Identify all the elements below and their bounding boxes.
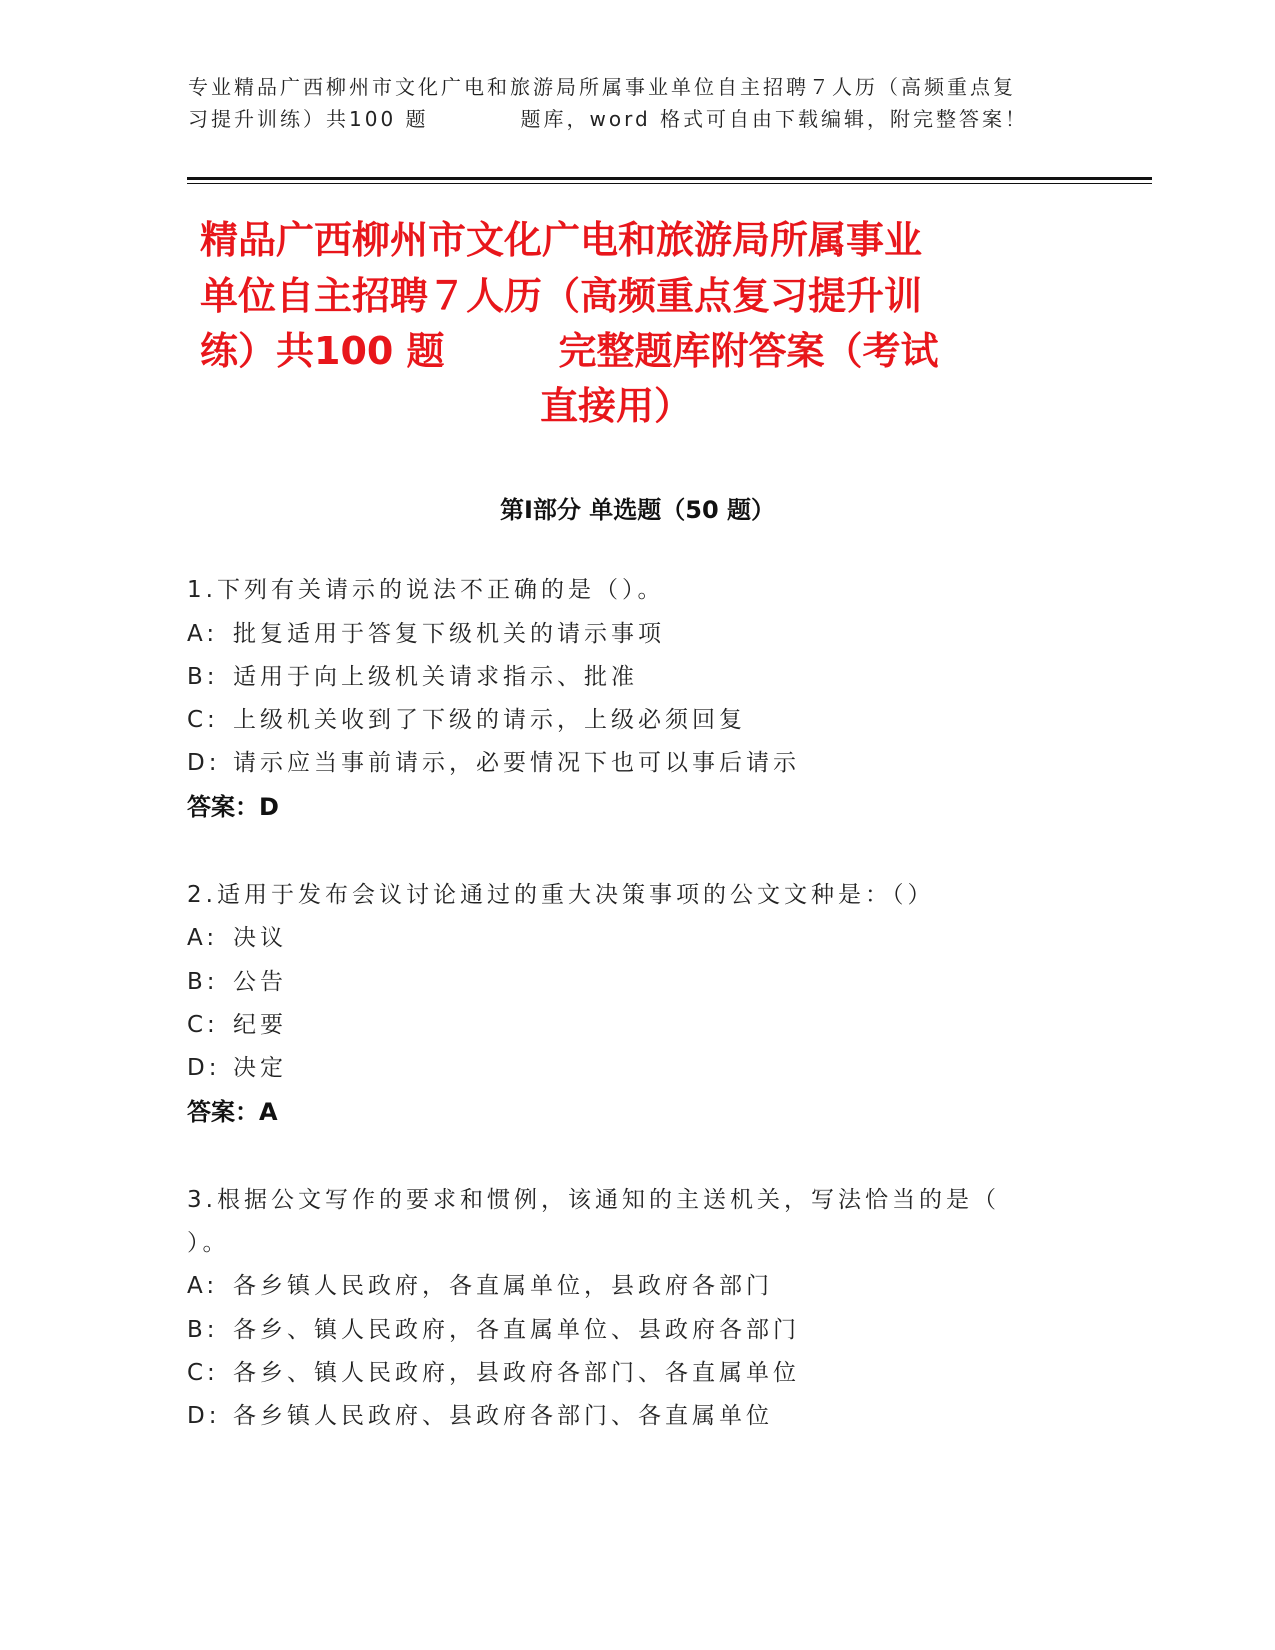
answer-value: D: [259, 793, 279, 821]
title-line-3: 练）共100 题 完整题库附答案（考试: [200, 329, 939, 373]
question-2-stem: 2.适用于发布会议讨论通过的重大决策事项的公文文种是：（）: [187, 882, 935, 908]
question-1-option-c: [187, 705, 746, 735]
option-letter: D:: [187, 1403, 221, 1429]
option-text: 决定: [233, 1055, 287, 1081]
answer-label: 答案：: [187, 1098, 259, 1126]
header-rule-thin: [187, 183, 1152, 184]
question-2-option-b: [187, 967, 287, 997]
header-line-2: 习提升训练）共100 题 题库，word 格式可自由下载编辑，附完整答案！: [188, 107, 1029, 131]
option-letter: D:: [187, 1055, 221, 1081]
title-line-2: 单位自主招聘７人历（高频重点复习提升训: [200, 274, 923, 318]
option-letter: D:: [187, 750, 221, 776]
question-3-option-a: [187, 1271, 773, 1301]
question-2-option-a: [187, 923, 287, 953]
option-letter: A:: [187, 621, 219, 647]
question-1-option-b: [187, 662, 638, 692]
option-text: 各乡、镇人民政府，县政府各部门、各直属单位: [233, 1360, 800, 1386]
option-text: 适用于向上级机关请求指示、批准: [233, 664, 638, 690]
question-2-answer: [187, 1097, 278, 1127]
option-text: 决议: [233, 925, 287, 951]
option-text: 公告: [233, 969, 287, 995]
title-line-4: 直接用）: [540, 384, 693, 428]
option-letter: B:: [187, 664, 219, 690]
option-letter: B:: [187, 969, 219, 995]
option-letter: B:: [187, 1317, 219, 1343]
option-text: 各乡镇人民政府、县政府各部门、各直属单位: [233, 1403, 773, 1429]
option-letter: A:: [187, 1273, 219, 1299]
option-letter: C:: [187, 1012, 219, 1038]
question-3-stem-line-2: ）。: [187, 1230, 230, 1256]
question-1-option-a: [187, 619, 665, 649]
answer-value: A: [259, 1098, 278, 1126]
header-line-1: 专业精品广西柳州市文化广电和旅游局所属事业单位自主招聘７人历（高频重点复: [188, 75, 1016, 99]
question-2-option-d: [187, 1053, 287, 1083]
question-1-option-d: [187, 748, 800, 778]
question-3-stem-line-1: 3.根据公文写作的要求和惯例，该通知的主送机关，写法恰当的是（: [187, 1187, 1000, 1213]
question-1-stem: 1.下列有关请示的说法不正确的是（）。: [187, 577, 665, 603]
question-3-option-b: [187, 1315, 800, 1345]
option-text: 批复适用于答复下级机关的请示事项: [233, 621, 665, 647]
option-letter: C:: [187, 707, 219, 733]
section-title: 第Ⅰ部分 单选题（50 题）: [499, 496, 776, 524]
option-text: 请示应当事前请示，必要情况下也可以事后请示: [233, 750, 800, 776]
question-3-option-c: [187, 1358, 800, 1388]
question-1-answer: [187, 792, 279, 822]
option-letter: A:: [187, 925, 219, 951]
question-3-option-d: [187, 1401, 773, 1431]
option-text: 各乡、镇人民政府，各直属单位、县政府各部门: [233, 1317, 800, 1343]
option-text: 纪要: [233, 1012, 287, 1038]
option-text: 上级机关收到了下级的请示，上级必须回复: [233, 707, 746, 733]
question-2-option-c: [187, 1010, 287, 1040]
title-line-1: 精品广西柳州市文化广电和旅游局所属事业: [200, 218, 923, 262]
option-letter: C:: [187, 1360, 219, 1386]
answer-label: 答案：: [187, 793, 259, 821]
option-text: 各乡镇人民政府，各直属单位，县政府各部门: [233, 1273, 773, 1299]
header-rule-thick: [187, 177, 1152, 180]
